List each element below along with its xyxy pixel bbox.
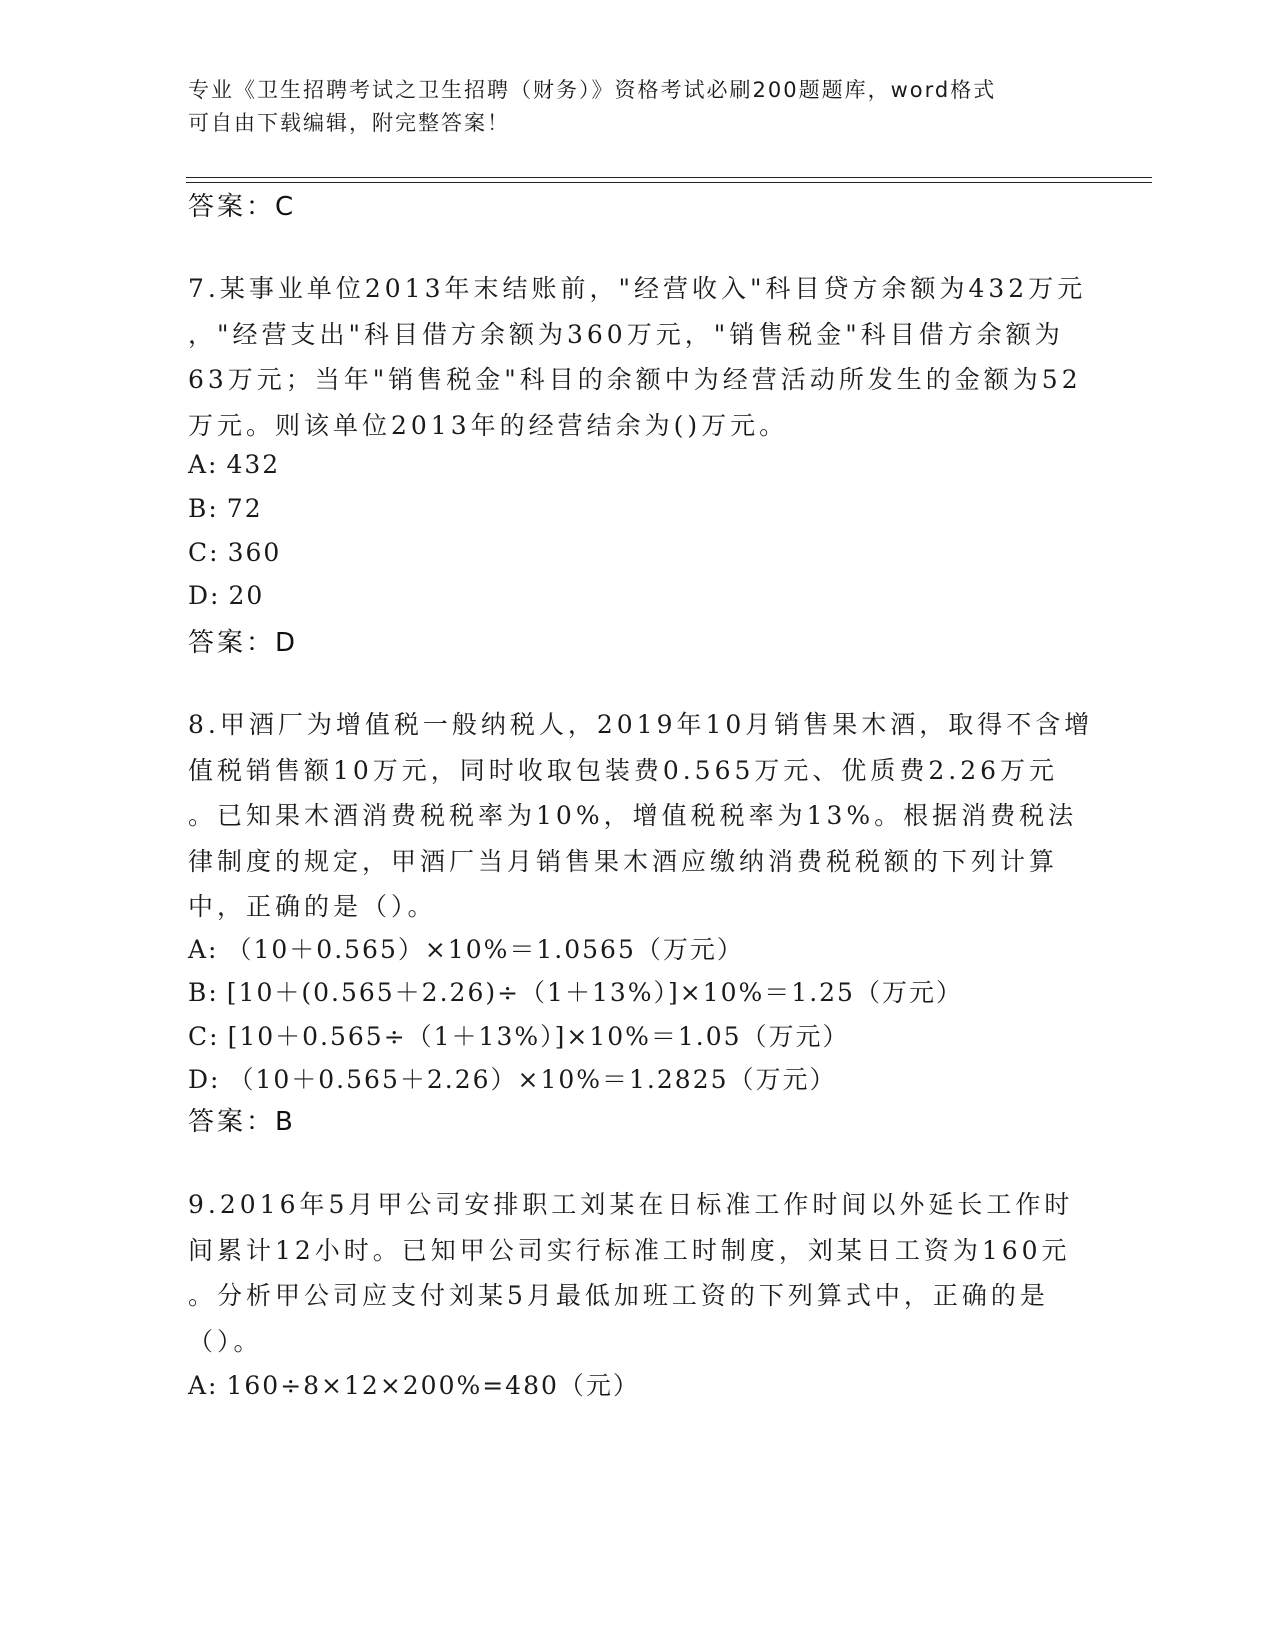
- option-text: [10＋(0.565＋2.26)÷（1＋13%）]×10%＝1.25（万元）: [226, 978, 963, 1007]
- question-line: 。已知果木酒消费税税率为10%，增值税税率为13%。根据消费税法: [188, 801, 1078, 830]
- question-8-text: [188, 702, 1094, 930]
- question-line: 8.甲酒厂为增值税一般纳税人，2019年10月销售果木酒，取得不含增: [188, 710, 1094, 739]
- answer-label: 答案：: [188, 1107, 276, 1137]
- question-8-option-c: [188, 1017, 850, 1053]
- option-letter: C:: [188, 538, 220, 567]
- answer-value: C: [275, 192, 296, 222]
- question-line: 律制度的规定，甲酒厂当月销售果木酒应缴纳消费税税额的下列计算: [188, 846, 1059, 876]
- header-divider-bottom: [186, 182, 1152, 183]
- option-letter: B:: [188, 978, 219, 1007]
- option-text: 432: [226, 450, 281, 479]
- option-letter: A:: [188, 935, 219, 964]
- option-text: 160÷8×12×200%=480（元）: [226, 1371, 640, 1400]
- answer-line-q7: [188, 622, 297, 659]
- option-letter: D:: [188, 1065, 221, 1094]
- option-text: （10＋0.565）×10%＝1.0565（万元）: [226, 935, 744, 964]
- question-9-option-a: [188, 1366, 640, 1402]
- option-letter: C:: [188, 1022, 220, 1051]
- question-7-option-a: [188, 450, 280, 479]
- option-letter: B:: [188, 494, 219, 523]
- question-line: 9.2016年5月甲公司安排职工刘某在日标准工作时间以外延长工作时: [188, 1190, 1074, 1219]
- option-text: 360: [227, 538, 282, 567]
- question-9-text: [188, 1182, 1088, 1364]
- answer-label: 答案：: [188, 192, 276, 222]
- question-7-option-c: [188, 538, 281, 567]
- question-8-option-d: [188, 1060, 837, 1096]
- header-line-2: 可自由下载编辑，附完整答案！: [188, 111, 510, 135]
- header-divider-top: [186, 177, 1152, 178]
- question-line: 值税销售额10万元，同时收取包装费0.565万元、优质费2.26万元: [188, 755, 1059, 785]
- header-line-1: 专业《卫生招聘考试之卫生招聘（财务）》资格考试必刷200题题库，word格式: [188, 78, 997, 102]
- option-text: 20: [228, 581, 265, 610]
- question-line: 中，正确的是（）。: [188, 892, 437, 921]
- answer-value: D: [275, 628, 298, 658]
- option-text: 72: [226, 494, 263, 523]
- question-8-option-a: [188, 930, 744, 966]
- question-line: 7.某事业单位2013年末结账前，"经营收入"科目贷方余额为432万元: [188, 274, 1087, 303]
- option-letter: D:: [188, 581, 221, 610]
- question-8-option-b: [188, 973, 963, 1009]
- option-text: （10＋0.565＋2.26）×10%＝1.2825（万元）: [228, 1065, 837, 1094]
- question-line: 万元。则该单位2013年的经营结余为()万元。: [188, 410, 789, 440]
- answer-value: B: [275, 1107, 295, 1137]
- question-7-option-b: [188, 494, 263, 523]
- question-line: 间累计12小时。已知甲公司实行标准工时制度，刘某日工资为160元: [188, 1235, 1071, 1265]
- option-letter: A:: [188, 1371, 219, 1400]
- option-letter: A:: [188, 450, 219, 479]
- question-7-text: [188, 266, 1088, 448]
- answer-line-q6: [188, 186, 295, 223]
- question-7-option-d: [188, 581, 264, 610]
- question-line: 63万元；当年"销售税金"科目的余额中为经营活动所发生的金额为52: [188, 365, 1082, 394]
- document-header: [188, 74, 1088, 140]
- answer-label: 答案：: [188, 628, 276, 658]
- option-text: [10＋0.565÷（1＋13%）]×10%＝1.05（万元）: [227, 1022, 850, 1051]
- question-line: ，"经营支出"科目借方余额为360万元，"销售税金"科目借方余额为: [188, 319, 1064, 349]
- question-line: 。分析甲公司应支付刘某5月最低加班工资的下列算式中，正确的是: [188, 1281, 1049, 1310]
- question-line: （）。: [188, 1326, 263, 1356]
- answer-line-q8: [188, 1101, 295, 1138]
